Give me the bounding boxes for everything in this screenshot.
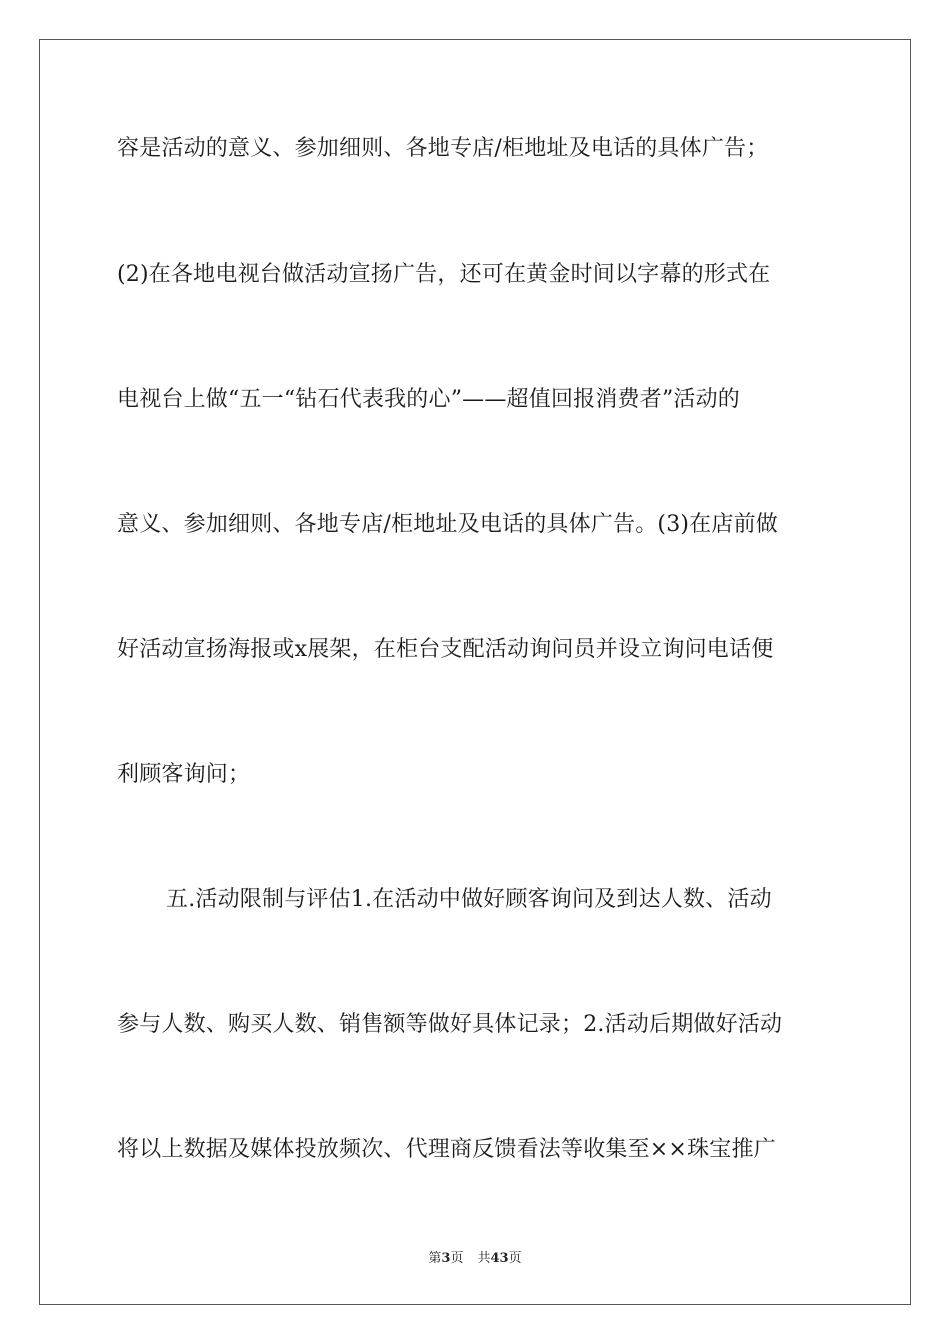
body-text-line: 利顾客询问；	[117, 762, 251, 787]
total-suffix: 页	[508, 1251, 522, 1266]
body-text-line: (2)在各地电视台做活动宣扬广告，还可在黄金时间以字幕的形式在	[117, 262, 771, 287]
section-heading-line: 五.活动限制与评估1.在活动中做好顾客询问及到达人数、活动	[166, 887, 772, 912]
body-text-line: 好活动宣扬海报或x展架，在柜台支配活动询问员并设立询问电话便	[117, 637, 774, 662]
body-text-line: 将以上数据及媒体投放频次、代理商反馈看法等收集至××珠宝推广	[117, 1137, 776, 1162]
total-pages: 43	[490, 1251, 509, 1266]
body-text-line: 意义、参加细则、各地专店/柜地址及电话的具体广告。(3)在店前做	[117, 512, 778, 537]
page-border	[39, 39, 911, 1305]
body-text-line: 电视台上做“五一“钻石代表我的心”——超值回报消费者”活动的	[117, 387, 740, 412]
page-number: 3	[441, 1251, 451, 1266]
page-suffix: 页	[450, 1251, 464, 1266]
page-prefix: 第	[428, 1251, 442, 1266]
page-footer	[0, 1247, 950, 1266]
body-text-line: 参与人数、购买人数、销售额等做好具体记录；2.活动后期做好活动	[117, 1012, 783, 1037]
total-prefix: 共	[477, 1251, 491, 1266]
body-text-line: 容是活动的意义、参加细则、各地专店/柜地址及电话的具体广告；	[117, 136, 769, 161]
